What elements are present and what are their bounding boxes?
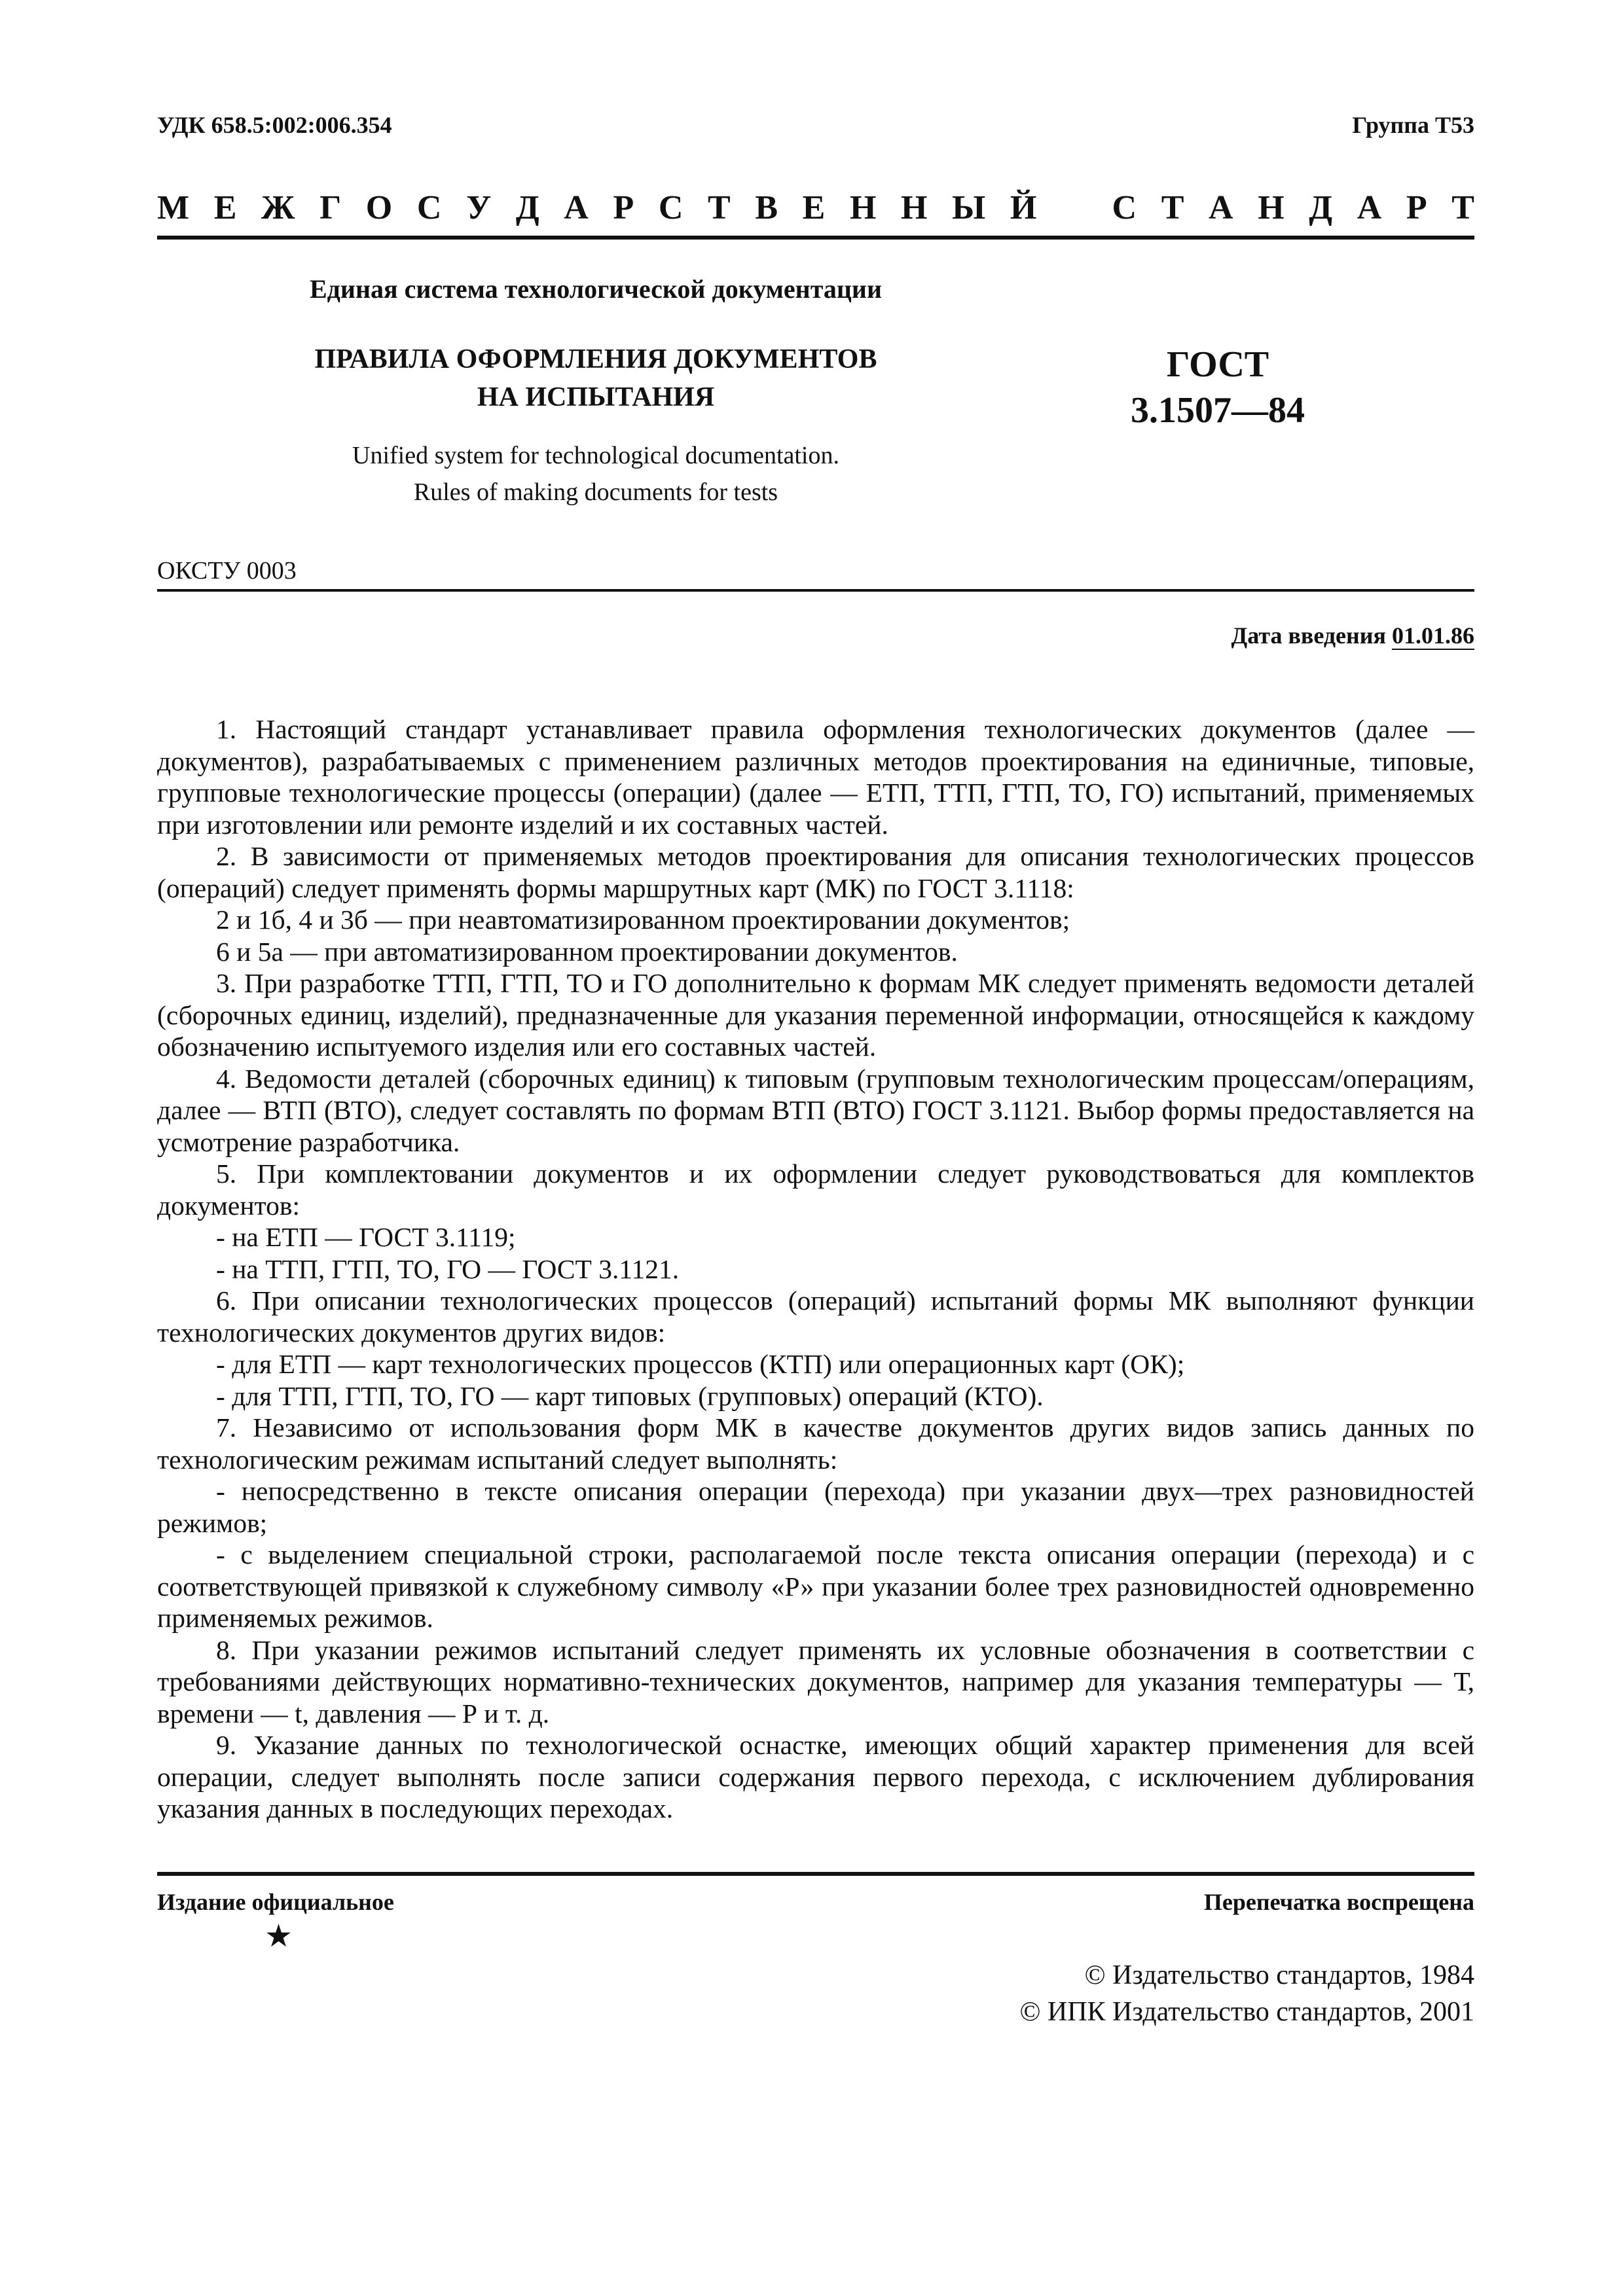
heading-letter: С — [416, 189, 442, 226]
header-divider — [157, 236, 1474, 240]
english-title-line-2: Rules of making documents for tests — [413, 478, 778, 506]
copyright-line-2: © ИПК Издательство стандартов, 2001 — [1019, 1997, 1474, 2027]
heading-letter: Н — [1258, 189, 1285, 226]
star-icon: ★ — [264, 1919, 293, 1954]
heading-letter: Ж — [261, 189, 295, 226]
paragraph: 5. При комплектовании документов и их оформлении следует руководствоваться для комплектов документов: — [157, 1158, 1474, 1221]
document-body — [157, 713, 1474, 1825]
heading-letter: Н — [901, 189, 928, 226]
copyright-line-1: © Издательство стандартов, 1984 — [1084, 1960, 1474, 1990]
okstu-code: ОКСТУ 0003 — [157, 557, 297, 584]
paragraph: 6. При описании технологических процессов (операций) испытаний формы МК выполняют функции технологических документов других видов: — [157, 1285, 1474, 1348]
paragraph: - на ЕТП — ГОСТ 3.1119; — [216, 1222, 516, 1252]
footer-divider — [157, 1872, 1474, 1876]
paragraph: 4. Ведомости деталей (сборочных единиц) к типовым (групповым технологическим процессам/операциям, далее — ВТП (ВТО), следует составлять по формам ВТП (ВТО) ГОСТ 3.1121. Выбор формы предоставляется на усмотрение разработчика. — [157, 1063, 1474, 1157]
system-title: Единая система технологической документации — [310, 274, 882, 304]
heading-letter: Й — [1010, 189, 1037, 226]
heading-letter: Е — [802, 189, 826, 226]
gost-code: 3.1507—84 — [1131, 390, 1305, 431]
introduction-date-label: Дата введения — [1231, 622, 1386, 649]
heading-letter: С — [1112, 189, 1137, 226]
heading-letter: С — [658, 189, 684, 226]
paragraph: - непосредственно в тексте описания операции (перехода) при указании двух—трех разновидностей режимов; — [157, 1476, 1474, 1538]
heading-letter: Н — [849, 189, 877, 226]
heading-word-gap — [1061, 188, 1087, 227]
heading-letter: Д — [515, 189, 539, 226]
gost-label: ГОСТ — [1166, 344, 1269, 385]
heading-letter: А — [564, 189, 589, 226]
reprint-prohibited-label: Перепечатка воспрещена — [1203, 1889, 1474, 1915]
heading-letter: А — [1357, 189, 1382, 226]
paragraph: 9. Указание данных по технологической оснастке, имеющих общий характер применения для всей операции, следует выполнять после записи содержания первого перехода, с исключением дублирования указания данных в последующих переходах. — [157, 1730, 1474, 1823]
paragraph: 1. Настоящий стандарт устанавливает правила оформления технологических документов (далее — документов), разрабатываемых с применением различных методов проектирования на единичные, типовые, групповые технологические процессы (операции) (далее — ЕТП, ТТП, ГТП, ТО, ГО) испытаний, применяемых при изготовлении или ремонте изделий и их составных частей. — [157, 714, 1474, 840]
paragraph: 7. Независимо от использования форм МК в качестве документов других видов запись данных по технологическим режимам испытаний следует выполнять: — [157, 1412, 1474, 1475]
english-title-line-1: Unified system for technological documentation. — [352, 442, 839, 469]
document-title-line-1: ПРАВИЛА ОФОРМЛЕНИЯ ДОКУМЕНТОВ — [314, 344, 877, 374]
document-title — [268, 340, 923, 416]
introduction-date — [1231, 622, 1475, 649]
official-edition-label: Издание официальное — [157, 1889, 394, 1915]
okstu-divider — [157, 589, 1474, 592]
paragraph: - с выделением специальной строки, располагаемой после текста описания операции (перехода) и с соответствующей привязкой к служебному символу «Р» при указании более трех разновидностей одновременно применяемых режимов. — [157, 1539, 1474, 1633]
paragraph: 8. При указании режимов испытаний следует применять их условные обозначения в соответствии с требованиями действующих нормативно-технических документов, например для указания температуры — Т, времени — t, давления — Р и т. д. — [157, 1634, 1474, 1729]
heading-letter: У — [466, 189, 492, 226]
heading-letter: Р — [1406, 189, 1427, 226]
introduction-date-value: 01.01.86 — [1392, 622, 1474, 649]
paragraph: 2 и 1б, 4 и 3б — при неавтоматизированном проектировании документов; — [216, 905, 1070, 935]
heading-letter: Д — [1309, 189, 1333, 226]
heading-letter: Ы — [952, 189, 986, 226]
heading-letter: Т — [1451, 189, 1474, 226]
paragraph: - для ЕТП — карт технологических процессов (КТП) или операционных карт (ОК); — [216, 1349, 1185, 1379]
english-title — [268, 437, 923, 511]
paragraph: 2. В зависимости от применяемых методов проектирования для описания технологических процессов (операций) следует применять формы маршрутных карт (МК) по ГОСТ 3.1118: — [157, 841, 1474, 903]
udk-code: УДК 658.5:002:006.354 — [157, 112, 392, 138]
heading-letter: А — [1209, 189, 1233, 226]
heading-letter: В — [755, 189, 778, 226]
heading-letter: М — [157, 189, 190, 226]
heading-letter: Р — [613, 189, 634, 226]
document-title-line-2: НА ИСПЫТАНИЯ — [477, 382, 715, 412]
paragraph: - на ТТП, ГТП, ТО, ГО — ГОСТ 3.1121. — [216, 1253, 680, 1284]
paragraph: 3. При разработке ТТП, ГТП, ТО и ГО дополнительно к формам МК следует применять ведомости деталей (сборочных единиц, изделий), предназначенные для указания переменной информации, относящейся к каждому обозначению испытуемого изделия или его составных частей. — [157, 968, 1474, 1062]
gost-number — [1080, 342, 1355, 433]
paragraph: 6 и 5а — при автоматизированном проектировании документов. — [216, 936, 958, 967]
paragraph: - для ТТП, ГТП, ТО, ГО — карт типовых (групповых) операций (КТО). — [216, 1380, 1044, 1411]
heading-letter: Т — [1161, 189, 1184, 226]
heading-letter: О — [365, 189, 393, 226]
heading-letter: Е — [213, 189, 237, 226]
interstate-standard-heading — [157, 188, 1474, 227]
group-code: Группа Т53 — [1352, 112, 1474, 138]
heading-letter: Г — [319, 189, 342, 226]
heading-letter: Т — [708, 189, 731, 226]
copyright-block — [1019, 1957, 1474, 2030]
